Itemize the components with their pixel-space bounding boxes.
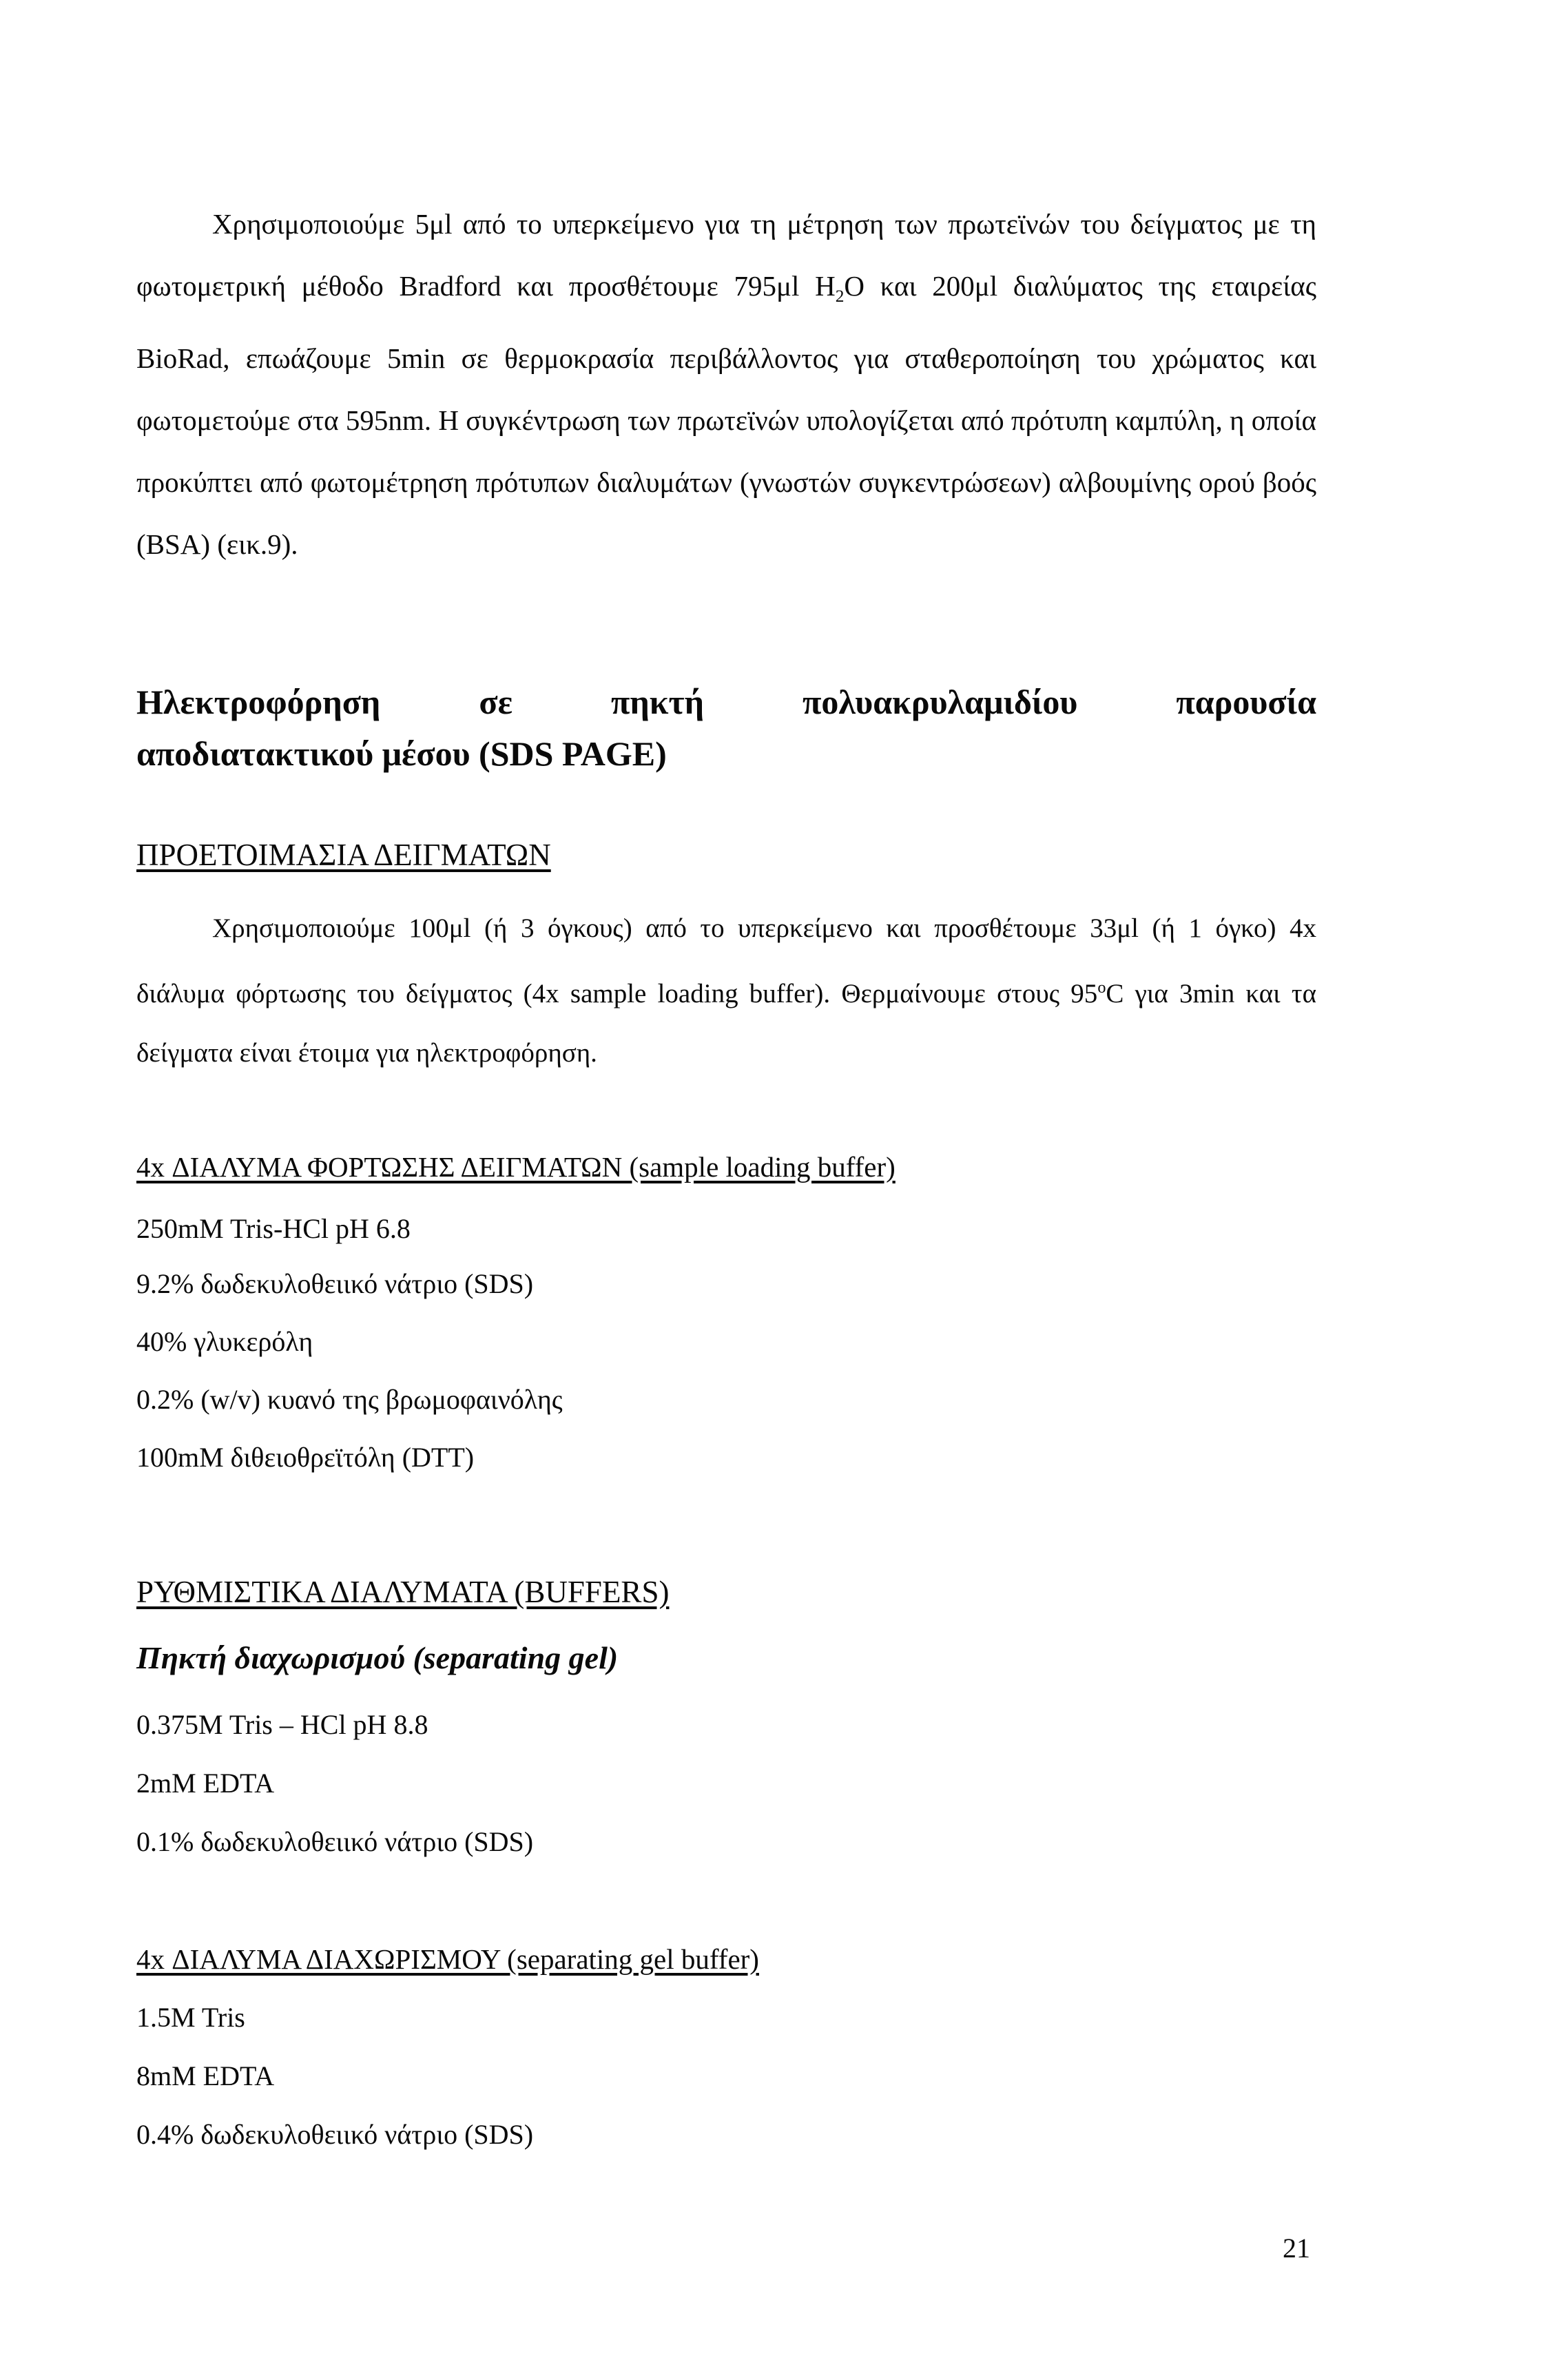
list-item: 0.375M Tris – HCl pH 8.8 [136,1709,428,1740]
separating-gel-subtitle: Πηκτή διαχωρισμού (separating gel) [136,1640,619,1675]
intro-paragraph: Χρησιμοποιούμε 5μl από το υπερκείμενο για τη μέτρηση των πρωτεϊνών του δείγματος με τη φωτομετρική μέθοδο Bradford και προσθέτουμε 795μl $H_2O$ και 200μl διαλύματος της εταιρείας BioRad, επωάζουμε 5min σε θερμοκρασία περιβάλλοντος για σταθεροποίηση του χρώματος και φωτομετούμε στα 595nm. Η συγκέντρωση των πρωτεϊνών υπολογίζεται από πρότυπη καμπύλη, η οποία προκύπτει από φωτομέτρηση πρότυπων διαλυμάτων (γνωστών συγκεντρώσεων) αλβουμίνης ορού βοός (BSA) (εικ.9). [136,208,1316,561]
list-item: 8mM EDTA [136,2060,275,2091]
sample-prep-title: ΠΡΟΕΤΟΙΜΑΣΙΑ ΔΕΙΓΜΑΤΩΝ [136,838,551,872]
list-item: 9.2% δωδεκυλοθειικό νάτριο (SDS) [136,1268,534,1299]
list-item: 2mM EDTA [136,1768,275,1799]
sample-prep-paragraph: Χρησιμοποιούμε 100μl (ή 3 όγκους) από το υπερκείμενο και προσθέτουμε 33μl (ή 1 όγκο) 4x διάλυμα φόρτωσης του δείγματος (4x sample loading buffer). Θερμαίνουμε στους 95$^o$C για 3min και τα δείγματα είναι έτοιμα για ηλεκτροφόρηση. [136,913,1317,1068]
buffers-title: ΡΥΘΜΙΣΤΙΚΑ ΔΙΑΛΥΜΑΤΑ (BUFFERS) [136,1575,670,1609]
loading-buffer-title: 4x ΔΙΑΛΥΜΑ ΦΟΡΤΩΣΗΣ ΔΕΙΓΜΑΤΩΝ (sample loading buffer) [136,1151,896,1183]
list-item: 1.5M Tris [136,2002,245,2033]
list-item: 0.2% (w/v) κυανό της βρωμοφαινόλης [136,1384,563,1415]
separating-buffer-title: 4x ΔΙΑΛΥΜΑ ΔΙΑΧΩΡΙΣΜΟΥ (separating gel buffer) [136,1943,759,1975]
list-item: 0.1% δωδεκυλοθειικό νάτριο (SDS) [136,1826,534,1857]
list-item: 0.4% δωδεκυλοθειικό νάτριο (SDS) [136,2119,534,2150]
list-item: 250mM Tris-HCl pH 6.8 [136,1213,411,1244]
list-item: 40% γλυκερόλη [136,1326,313,1357]
section-heading: Ηλεκτροφόρηση σε πηκτή πολυακρυλαμιδίου παρουσία αποδιατακτικού μέσου (SDS PAGE) [136,683,1316,773]
list-item: 100mM διθειοθρεϊτόλη (DTT) [136,1442,475,1473]
page-number: 21 [1283,2233,1310,2264]
